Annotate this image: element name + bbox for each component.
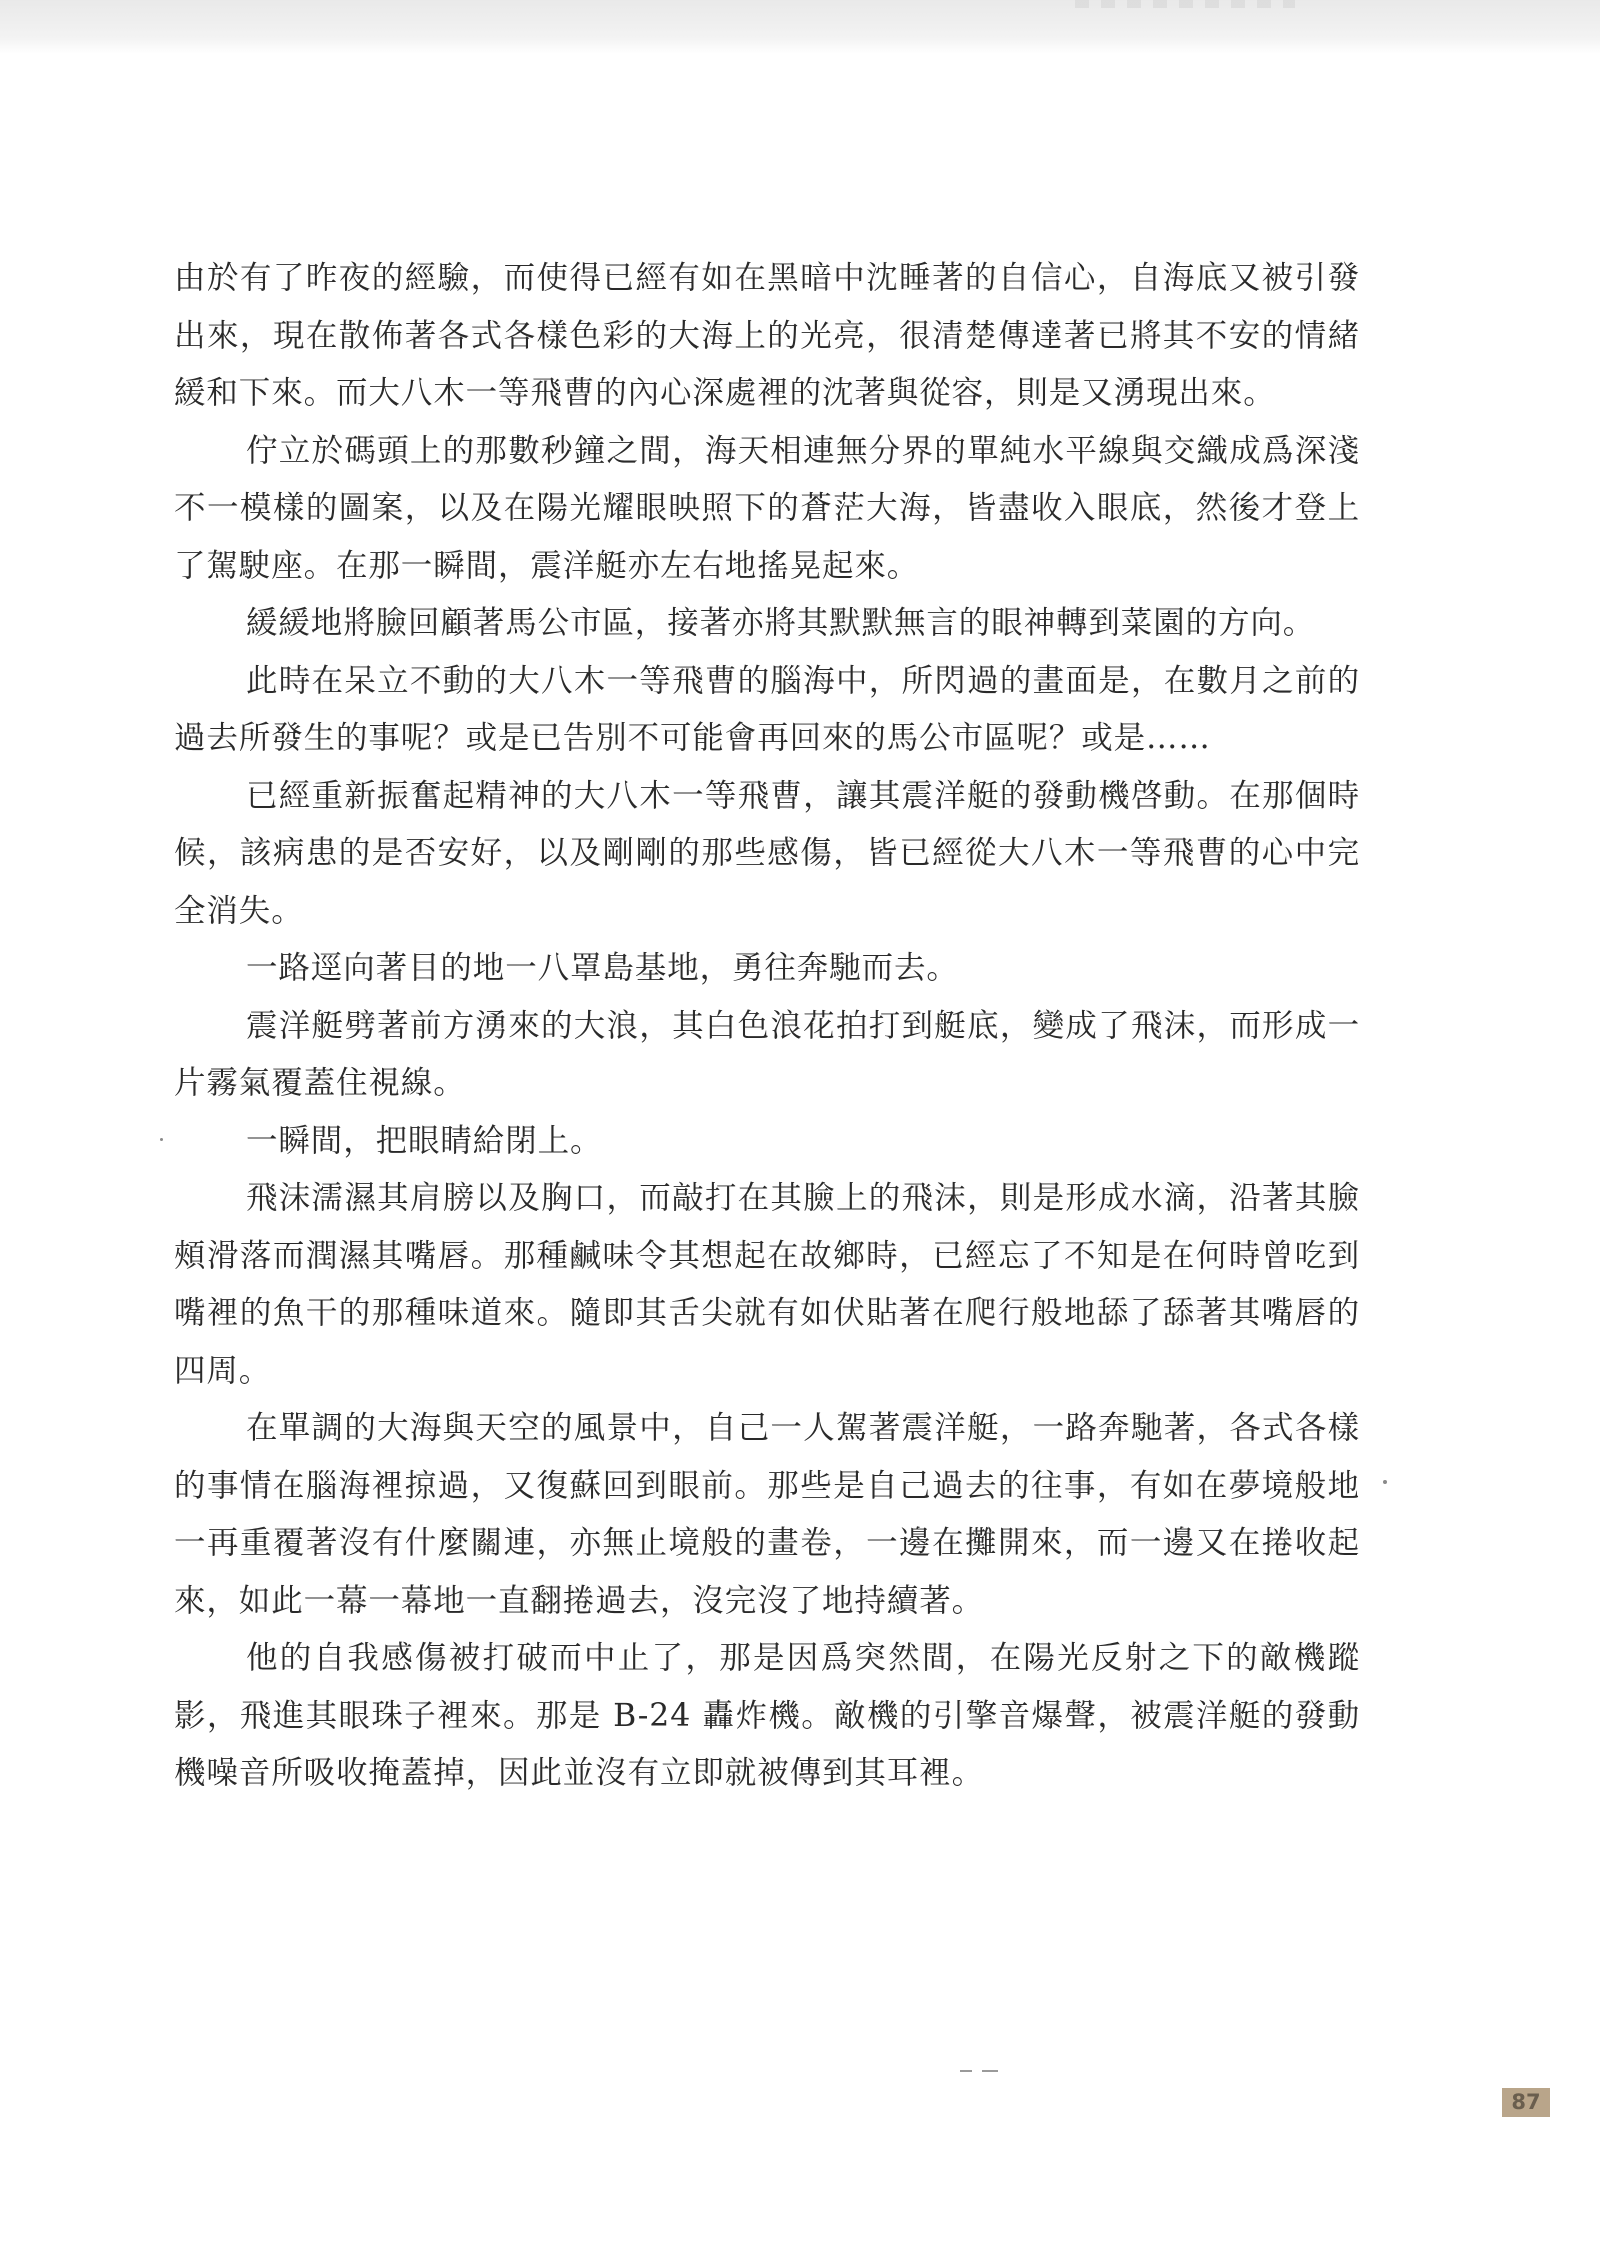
top-edge-marks [1075,0,1295,8]
paragraph-8: 一瞬間，把眼睛給閉上。 [246,1122,603,1159]
paragraph-9: 飛沫濡濕其肩膀以及胸口，而敲打在其臉上的飛沫，則是形成水滴，沿著其臉頰滑落而潤濕其嘴唇。那種鹹味令其想起在故鄉時，已經忘了不知是在何時曾吃到嘴裡的魚干的那種味道來。隨即其舌尖就有如伏貼著在爬行般地舔了舔著其嘴唇的四周。 [174,1180,1360,1389]
scan-speck [160,1138,163,1141]
body-text [174,250,1360,1803]
page-number: 87 [1502,2088,1550,2117]
paragraph-11: 他的自我感傷被打破而中止了，那是因爲突然間，在陽光反射之下的敵機蹤影，飛進其眼珠子裡來。那是 B-24 轟炸機。敵機的引擎音爆聲，被震洋艇的發動機噪音所吸收掩蓋掉，因此並沒有立即就被傳到其耳裡。 [174,1640,1360,1791]
paragraph-7: 震洋艇劈著前方湧來的大浪，其白色浪花拍打到艇底，變成了飛沫，而形成一片霧氣覆蓋住視線。 [174,1007,1360,1101]
paragraph-10: 在單調的大海與天空的風景中，自己一人駕著震洋艇，一路奔馳著，各式各樣的事情在腦海裡掠過，又復蘇回到眼前。那些是自己過去的往事，有如在夢境般地一再重覆著沒有什麼關連，亦無止境般的畫卷，一邊在攤開來，而一邊又在捲收起來，如此一幕一幕地一直翻捲過去，沒完沒了地持續著。 [174,1410,1360,1619]
paragraph-3: 緩緩地將臉回顧著馬公市區，接著亦將其默默無言的眼神轉到菜園的方向。 [246,605,1316,641]
paragraph-1: 由於有了昨夜的經驗，而使得已經有如在黑暗中沈睡著的自信心，自海底又被引發出來，現在散佈著各式各樣色彩的大海上的光亮，很清楚傳達著已將其不安的情緒緩和下來。而大八木一等飛曹的內心深處裡的沈著與從容，則是又湧現出來。 [174,260,1360,411]
paragraph-4: 此時在呆立不動的大八木一等飛曹的腦海中，所閃過的畫面是，在數月之前的過去所發生的事呢？或是已告別不可能會再回來的馬公市區呢？或是…… [174,662,1360,756]
paragraph-5: 已經重新振奮起精神的大八木一等飛曹，讓其震洋艇的發動機啓動。在那個時候，該病患的是否安好，以及剛剛的那些感傷，皆已經從大八木一等飛曹的心中完全消失。 [174,777,1360,929]
scan-mark [960,2068,1000,2074]
paragraph-6: 一路逕向著目的地一八罩島基地，勇往奔馳而去。 [246,950,959,986]
top-shadow [0,0,1600,54]
paragraph-2: 佇立於碼頭上的那數秒鐘之間，海天相連無分界的單純水平線與交織成爲深淺不一模樣的圖案，以及在陽光耀眼映照下的蒼茫大海，皆盡收入眼底，然後才登上了駕駛座。在那一瞬間，震洋艇亦左右地搖晃起來。 [174,432,1360,584]
scan-speck [1383,1480,1387,1484]
